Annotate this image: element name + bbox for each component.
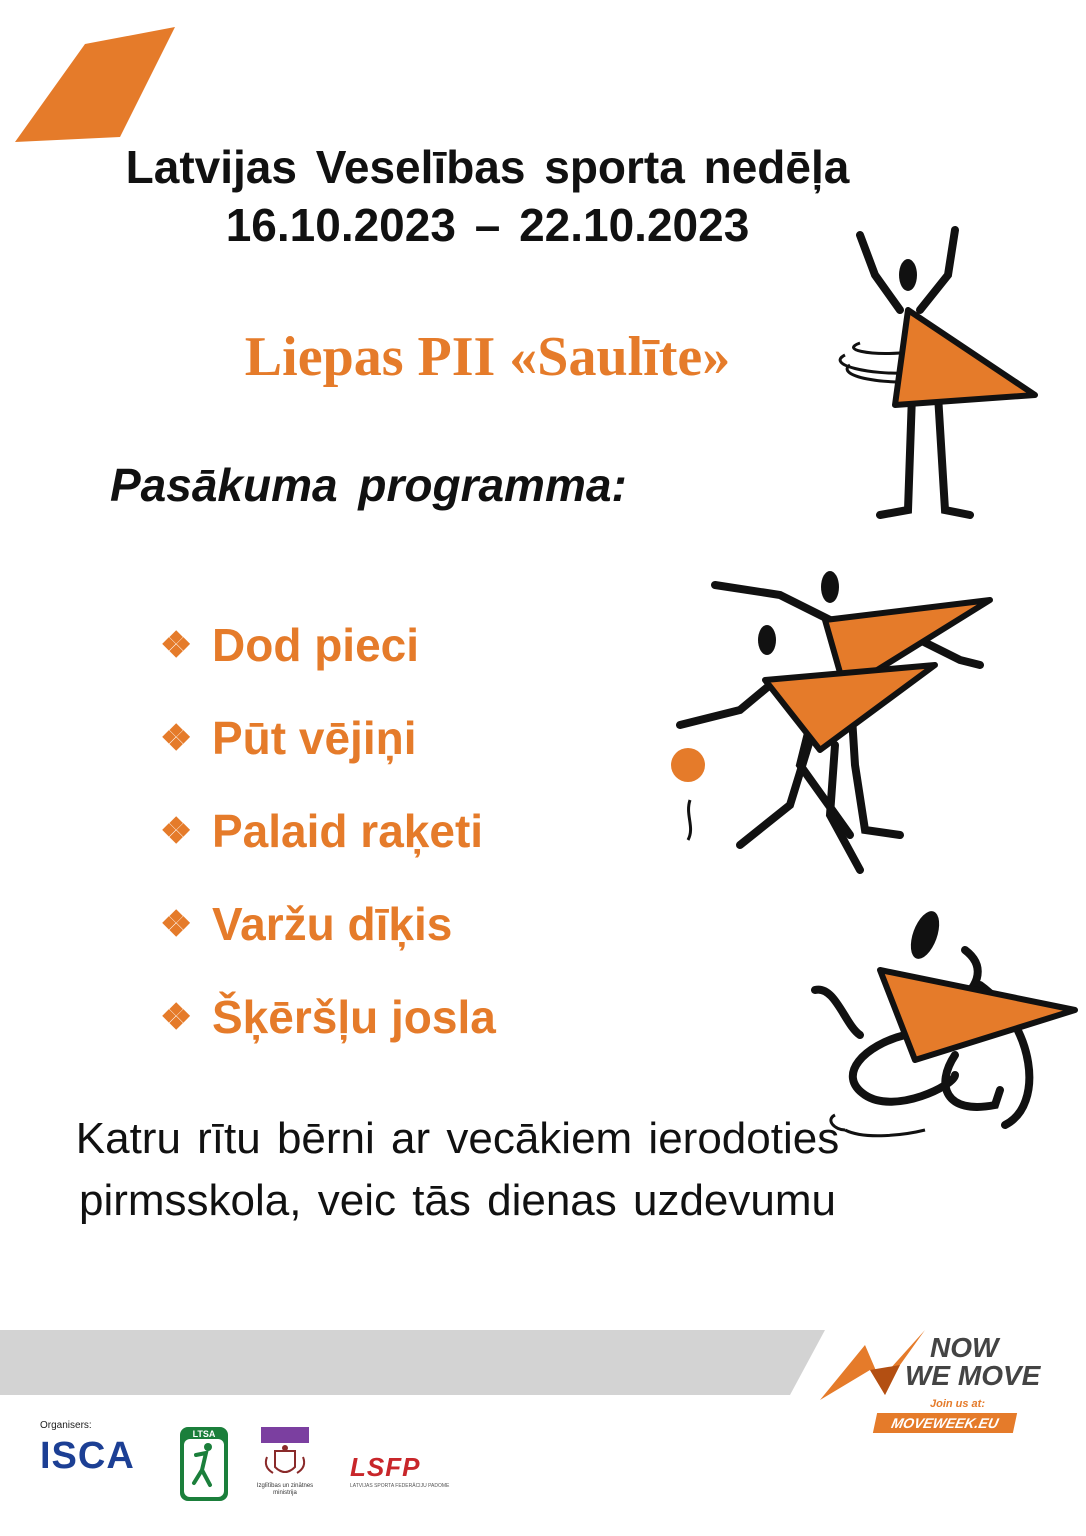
diamond-bullet-icon: ❖ [160,623,193,665]
ltsa-logo [178,1425,230,1503]
diamond-bullet-icon: ❖ [160,902,193,944]
activity-label: Pūt vējiņi [212,711,417,764]
event-title-name: Latvijas Veselības sporta nedēļa [125,141,850,193]
footer-band [0,1330,830,1395]
orange-flag-icon [10,22,180,147]
lsfp-logo-text: LSFP [350,1452,421,1482]
coat-of-arms-icon [255,1443,315,1483]
moveweek-join-label: Join us at: [930,1398,986,1410]
list-item [160,877,496,970]
activity-list [160,598,496,1063]
list-item [160,598,496,691]
ministry-logo-text: Izglītības un zinātnes ministrija [256,1483,314,1496]
now-we-move-logo [820,1320,1050,1440]
list-item [160,970,496,1063]
ministry-logo [255,1427,315,1497]
list-item [160,784,496,877]
daily-task-note: Katru rītu bērni ar vecākiem ierodoties pirmsskola, veic tās dienas uzdevumu [75,1114,840,1225]
moveweek-line2: WE MOVE [905,1360,1041,1391]
ltsa-logo-text: LTSA [192,1429,216,1439]
list-item [160,691,496,784]
isca-logo [40,1435,135,1478]
isca-logo-text: ISCA [40,1435,135,1477]
activity-label: Varžu dīķis [212,897,453,950]
venue-name: Liepas PII «Saulīte» [244,326,731,388]
diamond-bullet-icon: ❖ [160,716,193,758]
activity-label: Palaid raķeti [212,804,484,857]
diamond-bullet-icon: ❖ [160,995,193,1037]
activity-label: Dod pieci [212,618,420,671]
event-dates: 16.10.2023 – 22.10.2023 [225,199,750,251]
lsfp-logo [350,1452,449,1489]
hula-hoop-figure-icon [820,215,1050,525]
lsfp-subtext: LATVIJAS SPORTA FEDERĀCIJU PADOME [350,1483,450,1489]
jumping-figure-icon [805,905,1085,1165]
program-heading: Pasākuma programma: [110,459,627,511]
diamond-bullet-icon: ❖ [160,809,193,851]
moveweek-line1: NOW [930,1332,999,1363]
moveweek-url: MOVEWEEK.EU [873,1413,1017,1433]
organisers-label: Organisers: [40,1420,92,1431]
running-figures-icon [660,565,1000,885]
activity-label: Šķēršļu josla [212,990,496,1043]
